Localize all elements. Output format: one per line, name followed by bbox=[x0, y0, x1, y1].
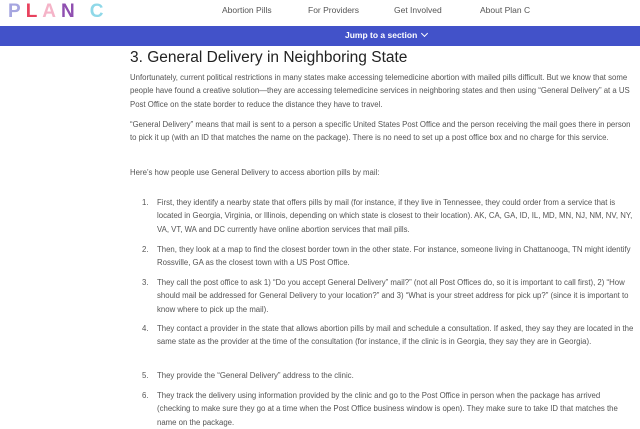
top-navigation-bar bbox=[0, 0, 640, 26]
plan-c-logo[interactable] bbox=[8, 1, 105, 23]
nav-get-involved[interactable]: Get Involved bbox=[394, 5, 442, 15]
intro-paragraph: Unfortunately, current political restrictions in many states make accessing telemedicine abortion with mailed pills difficult. But we know that some people have found a creative solution—they are accessing telemedicine services in neighboring states and then using “General Delivery” at a US Post Office on the state border to reduce the distance they have to travel. bbox=[130, 73, 630, 109]
steps-intro-paragraph: Here’s how people use General Delivery to access abortion pills by mail: bbox=[130, 168, 380, 177]
jump-to-section-label: Jump to a section bbox=[345, 30, 418, 40]
list-item bbox=[130, 276, 635, 316]
step-text: They contact a provider in the state that allows abortion pills by mail and schedule a consultation. If asked, they say they are located in the same state as the provider at the time of the consultation (for instance, if the clinic is in Georgia, they say they are in Georgia). bbox=[157, 324, 634, 347]
list-item bbox=[130, 196, 635, 236]
logo-letter-c: C bbox=[89, 1, 105, 22]
article-content bbox=[130, 46, 635, 427]
step-number: 1. bbox=[142, 198, 149, 207]
list-item bbox=[130, 322, 635, 349]
jump-to-section-dropdown[interactable] bbox=[345, 30, 427, 40]
nav-for-providers[interactable]: For Providers bbox=[308, 5, 360, 15]
step-text: They provide the “General Delivery” address to the clinic. bbox=[157, 371, 354, 380]
logo-letter-a: A bbox=[42, 1, 58, 22]
step-number: 4. bbox=[142, 324, 149, 333]
step-text: First, they identify a nearby state that offers pills by mail (for instance, if they live in Tennessee, they could order from a service that is located in Georgia, Virginia, or Illinois, depending on which state is closest to their location). AK, CA, GA, ID, IL, MD, MN, NJ, NM, NV, NY, VA, VT, WA and DC currently have online abortion services that mail pills. bbox=[157, 198, 633, 234]
section-heading: 3. General Delivery in Neighboring State bbox=[130, 49, 408, 66]
logo-letter-l: L bbox=[25, 1, 39, 22]
logo-letter-p: P bbox=[8, 1, 22, 22]
step-number: 5. bbox=[142, 371, 149, 380]
definition-paragraph: “General Delivery” means that mail is sent to a person a specific United States Post Office and the person receiving the mail goes there in person to pick it up (with an ID that matches the name on the package). There is no need to set up a post office box and no charge for this service. bbox=[130, 120, 631, 143]
list-item bbox=[130, 389, 635, 429]
logo-letter-n: N bbox=[61, 1, 76, 22]
list-item bbox=[130, 369, 635, 382]
chevron-down-icon bbox=[421, 30, 428, 37]
jump-to-section-bar bbox=[0, 26, 640, 46]
step-number: 2. bbox=[142, 245, 149, 254]
step-text: They call the post office to ask 1) “Do you accept General Delivery” mail?” (not all Post Offices do, so it is important to call first), 2) “How should mail be addressed for General Delivery to your location?” and 3) “What is your street address for pick up?” (since it is important to know where to pick up the mail). bbox=[157, 278, 629, 314]
step-number: 6. bbox=[142, 391, 149, 400]
step-text: They track the delivery using information provided by the clinic and go to the Post Office in person when the package has arrived (checking to make sure they go at a time when the Post Office business window is open). They make sure to take ID that matches the name on the package. bbox=[157, 391, 618, 427]
nav-about-plan-c[interactable]: About Plan C bbox=[480, 5, 531, 15]
step-text: Then, they look at a map to find the closest border town in the other state. For instance, someone living in Chattanooga, TN might identify Rossville, GA as the closest town with a US Post Office. bbox=[157, 245, 631, 268]
list-item bbox=[130, 243, 635, 270]
step-number: 3. bbox=[142, 278, 149, 287]
nav-abortion-pills[interactable]: Abortion Pills bbox=[222, 5, 272, 15]
